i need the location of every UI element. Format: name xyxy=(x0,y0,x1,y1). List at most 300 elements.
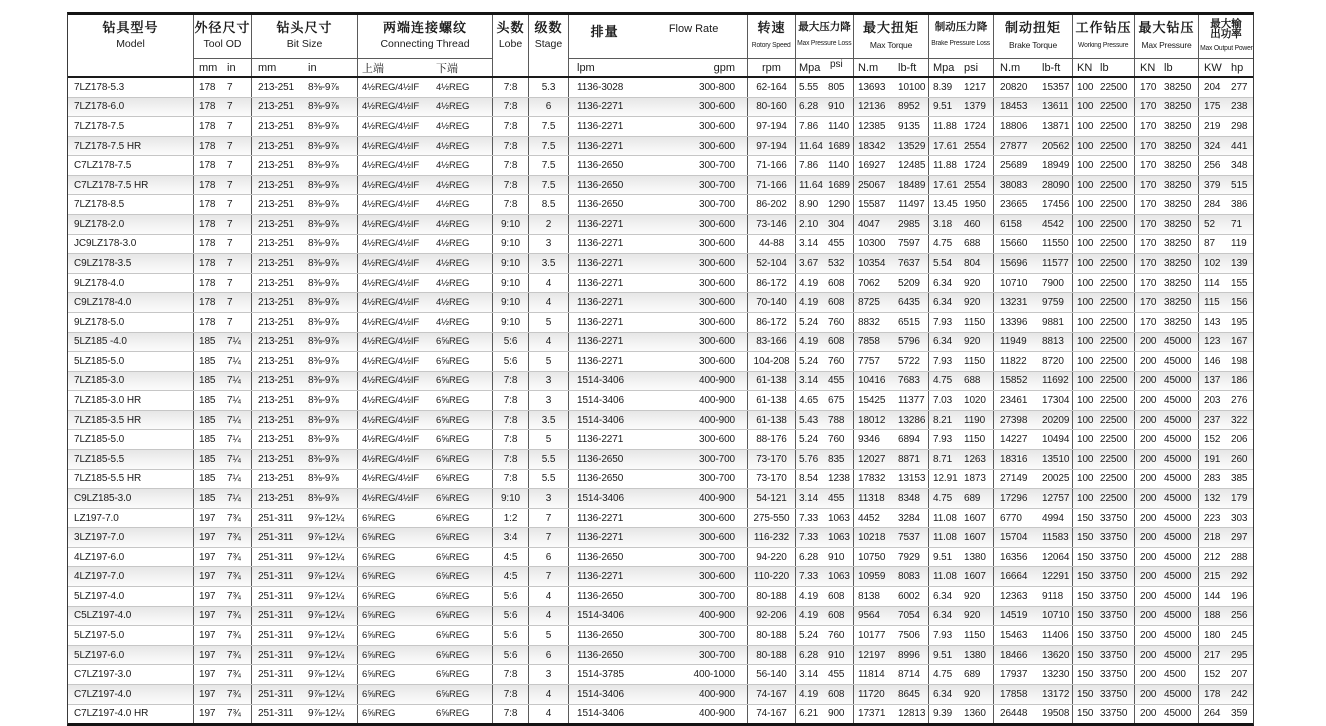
cell-lobe: 7:8 xyxy=(493,411,529,430)
cell-brake-pressure-loss: 8.71 1263 xyxy=(929,450,994,469)
cell-max-pressure: 200 45000 xyxy=(1135,430,1199,449)
cell-brake-pressure-loss: 8.21 1190 xyxy=(929,411,994,430)
column-header-flow-rate xyxy=(569,15,748,76)
header-lobe-zh: 头数 xyxy=(496,20,525,35)
cell-max-pressure-loss: 5.24 760 xyxy=(796,626,854,645)
cell-max-output-power: 283 385 xyxy=(1204,473,1248,485)
cell-model: 7LZ185-5.5 HR xyxy=(68,470,194,489)
table-row xyxy=(68,489,1253,509)
cell-connecting-thread: 4½REG/4½IF 4½REG xyxy=(358,117,493,136)
cell-rotary-speed: 61-138 xyxy=(748,391,796,410)
cell-stage: 5 xyxy=(529,626,569,645)
cell-brake-pressure-loss: 17.61 2554 xyxy=(929,137,994,156)
cell-stage: 6 xyxy=(529,98,569,117)
cell-max-output-power: 324 441 xyxy=(1204,140,1248,152)
cell-max-pressure: 170 38250 xyxy=(1135,117,1199,136)
cell-flow-rate: 1136-2271 300-600 xyxy=(569,352,748,371)
cell-brake-pressure-loss: 7.93 1150 xyxy=(929,352,994,371)
cell-lobe: 7:8 xyxy=(493,705,529,724)
cell-stage: 4 xyxy=(529,333,569,352)
header-model-zh: 钻具型号 xyxy=(102,20,159,35)
cell-working-pressure: 100 22500 xyxy=(1073,293,1135,312)
cell-connecting-thread: 4½REG/4½IF 6⅝REG xyxy=(358,333,493,352)
cell-stage: 7 xyxy=(529,567,569,586)
units-op: KW hp xyxy=(1199,58,1253,76)
cell-brake-torque: 27398 20209 xyxy=(994,411,1073,430)
cell-max-pressure-loss: 5.24 760 xyxy=(796,313,854,332)
cell-model: 9LZ178-4.0 xyxy=(68,274,194,293)
cell-working-pressure: 100 22500 xyxy=(1073,372,1135,391)
drill-tool-spec-table xyxy=(67,12,1254,726)
cell-max-torque: 7858 5796 xyxy=(854,333,929,352)
cell-working-pressure: 150 33750 xyxy=(1073,548,1135,567)
cell-lobe: 7:8 xyxy=(493,430,529,449)
cell-model: 7LZ185-3.0 HR xyxy=(68,391,194,410)
cell-model: 7LZ178-5.3 xyxy=(68,78,194,97)
cell-brake-torque: 18806 13871 xyxy=(994,117,1073,136)
cell-working-pressure: 150 33750 xyxy=(1073,607,1135,626)
cell-rotary-speed: 80-188 xyxy=(748,626,796,645)
cell-rotary-speed: 73-170 xyxy=(748,470,796,489)
cell-connecting-thread: 4½REG/4½IF 4½REG xyxy=(358,215,493,234)
header-bpl-en: Brake Pressure Loss xyxy=(931,40,991,47)
cell-max-output-power: 264 359 xyxy=(1204,708,1248,720)
cell-flow-rate: 1136-2650 300-700 xyxy=(569,470,748,489)
table-row xyxy=(68,705,1253,724)
cell-max-output-power: 218 297 xyxy=(1204,532,1248,544)
cell-max-pressure-loss: 7.33 1063 xyxy=(796,509,854,528)
cell-bit-size: 213-251 8⅜-9⅞ xyxy=(252,274,358,293)
cell-max-torque: 7757 5722 xyxy=(854,352,929,371)
cell-max-pressure-loss: 4.19 608 xyxy=(796,685,854,704)
cell-stage: 6 xyxy=(529,548,569,567)
cell-max-torque: 9346 6894 xyxy=(854,430,929,449)
cell-max-pressure: 170 38250 xyxy=(1135,293,1199,312)
cell-model: C7LZ197-3.0 xyxy=(68,665,194,684)
cell-max-pressure-loss: 3.67 532 xyxy=(796,254,854,273)
table-row xyxy=(68,607,1253,627)
cell-rotary-speed: 54-121 xyxy=(748,489,796,508)
cell-brake-pressure-loss: 9.51 1379 xyxy=(929,98,994,117)
cell-flow-rate: 1136-2271 300-600 xyxy=(569,430,748,449)
cell-lobe: 3:4 xyxy=(493,528,529,547)
cell-brake-pressure-loss: 7.03 1020 xyxy=(929,391,994,410)
table-row xyxy=(68,137,1253,157)
cell-connecting-thread: 4½REG/4½IF 4½REG xyxy=(358,78,493,97)
cell-brake-torque: 11822 8720 xyxy=(994,352,1073,371)
table-row xyxy=(68,587,1253,607)
table-row xyxy=(68,626,1253,646)
table-row xyxy=(68,274,1253,294)
cell-flow-rate: 1136-2271 300-600 xyxy=(569,509,748,528)
cell-flow-rate: 1136-3028 300-800 xyxy=(569,78,748,97)
table-row xyxy=(68,117,1253,137)
cell-bit-size: 213-251 8⅜-9⅞ xyxy=(252,137,358,156)
table-row xyxy=(68,450,1253,470)
cell-max-torque: 4452 3284 xyxy=(854,509,929,528)
cell-flow-rate: 1514-3406 400-900 xyxy=(569,705,748,724)
cell-max-pressure: 200 45000 xyxy=(1135,646,1199,665)
cell-max-pressure: 170 38250 xyxy=(1135,156,1199,175)
cell-brake-pressure-loss: 6.34 920 xyxy=(929,293,994,312)
cell-brake-pressure-loss: 11.08 1607 xyxy=(929,567,994,586)
cell-max-pressure-loss: 4.19 608 xyxy=(796,333,854,352)
cell-brake-torque: 12363 9118 xyxy=(994,587,1073,606)
cell-max-pressure-loss: 3.14 455 xyxy=(796,665,854,684)
cell-max-pressure: 170 38250 xyxy=(1135,235,1199,254)
header-op-zh: 最大输出功率 xyxy=(1210,18,1242,40)
header-stage-en: Stage xyxy=(534,38,563,50)
cell-stage: 3.5 xyxy=(529,254,569,273)
cell-flow-rate: 1136-2271 300-600 xyxy=(569,528,748,547)
cell-max-torque: 17371 12813 xyxy=(854,705,929,724)
cell-model: 5LZ197-6.0 xyxy=(68,646,194,665)
cell-max-output-power: 180 245 xyxy=(1204,629,1248,641)
table-row xyxy=(68,293,1253,313)
cell-bit-size: 213-251 8⅜-9⅞ xyxy=(252,98,358,117)
cell-working-pressure: 100 22500 xyxy=(1073,235,1135,254)
cell-max-pressure: 200 45000 xyxy=(1135,705,1199,724)
header-btq-zh: 制动扭矩 xyxy=(1004,20,1061,35)
cell-bit-size: 213-251 8⅜-9⅞ xyxy=(252,78,358,97)
cell-brake-torque: 16356 12064 xyxy=(994,548,1073,567)
cell-working-pressure: 100 22500 xyxy=(1073,489,1135,508)
cell-max-pressure: 170 38250 xyxy=(1135,78,1199,97)
cell-tool-od: 197 7¾ xyxy=(194,626,252,645)
cell-connecting-thread: 4½REG/4½IF 4½REG xyxy=(358,235,493,254)
cell-max-torque: 10354 7637 xyxy=(854,254,929,273)
cell-max-output-power: 115 156 xyxy=(1204,297,1248,309)
table-row xyxy=(68,78,1253,98)
cell-max-pressure-loss: 4.19 608 xyxy=(796,293,854,312)
cell-flow-rate: 1514-3785 400-1000 xyxy=(569,665,748,684)
cell-rotary-speed: 83-166 xyxy=(748,333,796,352)
cell-brake-torque: 6158 4542 xyxy=(994,215,1073,234)
cell-brake-torque: 15704 11583 xyxy=(994,528,1073,547)
table-body xyxy=(68,78,1253,723)
cell-bit-size: 213-251 8⅜-9⅞ xyxy=(252,470,358,489)
cell-max-torque: 7062 5209 xyxy=(854,274,929,293)
cell-brake-pressure-loss: 9.51 1380 xyxy=(929,548,994,567)
cell-max-torque: 12197 8996 xyxy=(854,646,929,665)
cell-model: C9LZ178-4.0 xyxy=(68,293,194,312)
cell-connecting-thread: 6⅝REG 6⅝REG xyxy=(358,548,493,567)
cell-max-pressure-loss: 7.33 1063 xyxy=(796,567,854,586)
cell-brake-torque: 17937 13230 xyxy=(994,665,1073,684)
header-stage-zh: 级数 xyxy=(534,20,563,35)
cell-max-pressure-loss: 4.19 608 xyxy=(796,587,854,606)
cell-brake-torque: 10710 7900 xyxy=(994,274,1073,293)
cell-rotary-speed: 80-188 xyxy=(748,587,796,606)
header-mp-zh: 最大钻压 xyxy=(1138,20,1195,35)
cell-max-torque: 12027 8871 xyxy=(854,450,929,469)
header-mpl-zh: 最大压力降 xyxy=(798,21,851,33)
cell-max-torque: 15587 11497 xyxy=(854,195,929,214)
cell-rotary-speed: 71-166 xyxy=(748,156,796,175)
cell-brake-pressure-loss: 7.93 1150 xyxy=(929,430,994,449)
cell-working-pressure: 150 33750 xyxy=(1073,685,1135,704)
cell-tool-od: 178 7 xyxy=(194,235,252,254)
column-header-working-pressure xyxy=(1073,15,1135,76)
cell-max-torque: 11814 8714 xyxy=(854,665,929,684)
cell-bit-size: 213-251 8⅜-9⅞ xyxy=(252,254,358,273)
cell-connecting-thread: 4½REG/4½IF 4½REG xyxy=(358,313,493,332)
header-op-en: Max Output Power xyxy=(1199,45,1253,52)
cell-model: JC9LZ178-3.0 xyxy=(68,235,194,254)
cell-rotary-speed: 86-172 xyxy=(748,313,796,332)
units-wp: KN lb xyxy=(1073,58,1134,76)
table-row xyxy=(68,313,1253,333)
cell-connecting-thread: 4½REG/4½IF 6⅝REG xyxy=(358,450,493,469)
cell-max-torque: 11318 8348 xyxy=(854,489,929,508)
cell-lobe: 5:6 xyxy=(493,607,529,626)
cell-max-torque: 18342 13529 xyxy=(854,137,929,156)
cell-max-output-power: 114 155 xyxy=(1204,277,1248,289)
cell-tool-od: 178 7 xyxy=(194,98,252,117)
cell-max-pressure-loss: 7.86 1140 xyxy=(796,156,854,175)
cell-max-output-power: 203 276 xyxy=(1204,395,1248,407)
cell-lobe: 7:8 xyxy=(493,450,529,469)
cell-stage: 6 xyxy=(529,646,569,665)
cell-model: LZ197-7.0 xyxy=(68,509,194,528)
cell-rotary-speed: 97-194 xyxy=(748,137,796,156)
cell-stage: 4 xyxy=(529,705,569,724)
cell-bit-size: 251-311 9⅞-12¼ xyxy=(252,548,358,567)
cell-rotary-speed: 116-232 xyxy=(748,528,796,547)
cell-max-pressure-loss: 7.33 1063 xyxy=(796,528,854,547)
header-mpl-en: Max Pressure Loss xyxy=(797,40,852,47)
cell-stage: 2 xyxy=(529,215,569,234)
cell-working-pressure: 100 22500 xyxy=(1073,98,1135,117)
cell-tool-od: 185 7¼ xyxy=(194,430,252,449)
cell-working-pressure: 100 22500 xyxy=(1073,313,1135,332)
cell-max-pressure: 200 45000 xyxy=(1135,509,1199,528)
units-mpl: Mpa psi xyxy=(796,58,853,76)
cell-max-output-power: 188 256 xyxy=(1204,610,1248,622)
cell-lobe: 9:10 xyxy=(493,293,529,312)
cell-max-torque: 17832 13153 xyxy=(854,470,929,489)
cell-flow-rate: 1514-3406 400-900 xyxy=(569,685,748,704)
cell-flow-rate: 1136-2650 300-700 xyxy=(569,626,748,645)
cell-connecting-thread: 4½REG/4½IF 6⅝REG xyxy=(358,470,493,489)
cell-brake-pressure-loss: 4.75 688 xyxy=(929,372,994,391)
cell-tool-od: 185 7¼ xyxy=(194,450,252,469)
cell-brake-torque: 13231 9759 xyxy=(994,293,1073,312)
cell-brake-pressure-loss: 8.39 1217 xyxy=(929,78,994,97)
cell-brake-torque: 14519 10710 xyxy=(994,607,1073,626)
table-row xyxy=(68,176,1253,196)
cell-brake-torque: 13396 9881 xyxy=(994,313,1073,332)
cell-max-output-power: 223 303 xyxy=(1204,512,1248,524)
cell-working-pressure: 100 22500 xyxy=(1073,78,1135,97)
cell-lobe: 7:8 xyxy=(493,470,529,489)
cell-tool-od: 185 7¼ xyxy=(194,333,252,352)
cell-bit-size: 213-251 8⅜-9⅞ xyxy=(252,215,358,234)
cell-bit-size: 251-311 9⅞-12¼ xyxy=(252,528,358,547)
cell-max-pressure: 200 45000 xyxy=(1135,352,1199,371)
cell-brake-pressure-loss: 17.61 2554 xyxy=(929,176,994,195)
cell-model: C7LZ197-4.0 xyxy=(68,685,194,704)
table-row xyxy=(68,156,1253,176)
cell-max-pressure: 170 38250 xyxy=(1135,274,1199,293)
table-row xyxy=(68,411,1253,431)
cell-max-pressure-loss: 3.14 455 xyxy=(796,372,854,391)
cell-brake-torque: 20820 15357 xyxy=(994,78,1073,97)
cell-max-pressure: 200 45000 xyxy=(1135,685,1199,704)
cell-max-output-power: 217 295 xyxy=(1204,649,1248,661)
column-header-max-output-power xyxy=(1199,15,1253,76)
cell-brake-pressure-loss: 3.18 460 xyxy=(929,215,994,234)
cell-model: C7LZ197-4.0 HR xyxy=(68,705,194,724)
cell-flow-rate: 1136-2650 300-700 xyxy=(569,156,748,175)
cell-stage: 7.5 xyxy=(529,137,569,156)
cell-bit-size: 213-251 8⅜-9⅞ xyxy=(252,235,358,254)
cell-max-pressure-loss: 5.24 760 xyxy=(796,352,854,371)
cell-flow-rate: 1136-2271 300-600 xyxy=(569,235,748,254)
cell-connecting-thread: 4½REG/4½IF 4½REG xyxy=(358,156,493,175)
cell-rotary-speed: 44-88 xyxy=(748,235,796,254)
table-row xyxy=(68,352,1253,372)
cell-brake-torque: 27877 20562 xyxy=(994,137,1073,156)
cell-working-pressure: 100 22500 xyxy=(1073,391,1135,410)
cell-flow-rate: 1514-3406 400-900 xyxy=(569,607,748,626)
cell-max-torque: 10218 7537 xyxy=(854,528,929,547)
column-header-stage xyxy=(529,15,569,76)
cell-max-pressure: 200 45000 xyxy=(1135,411,1199,430)
cell-lobe: 9:10 xyxy=(493,254,529,273)
cell-max-output-power: 143 195 xyxy=(1204,316,1248,328)
cell-connecting-thread: 6⅝REG 6⅝REG xyxy=(358,528,493,547)
cell-working-pressure: 150 33750 xyxy=(1073,626,1135,645)
cell-max-torque: 9564 7054 xyxy=(854,607,929,626)
cell-connecting-thread: 4½REG/4½IF 4½REG xyxy=(358,137,493,156)
cell-brake-torque: 25689 18949 xyxy=(994,156,1073,175)
cell-stage: 7.5 xyxy=(529,176,569,195)
cell-max-output-power: 379 515 xyxy=(1204,179,1248,191)
cell-max-output-power: 178 242 xyxy=(1204,688,1248,700)
cell-bit-size: 251-311 9⅞-12¼ xyxy=(252,646,358,665)
cell-stage: 4 xyxy=(529,587,569,606)
cell-max-pressure-loss: 11.64 1689 xyxy=(796,176,854,195)
cell-max-output-power: 219 298 xyxy=(1204,120,1248,132)
cell-brake-pressure-loss: 11.88 1724 xyxy=(929,117,994,136)
cell-flow-rate: 1136-2271 300-600 xyxy=(569,117,748,136)
cell-brake-torque: 26448 19508 xyxy=(994,705,1073,724)
cell-model: C5LZ197-4.0 xyxy=(68,607,194,626)
cell-max-torque: 12136 8952 xyxy=(854,98,929,117)
cell-flow-rate: 1136-2650 300-700 xyxy=(569,548,748,567)
cell-max-pressure-loss: 3.14 455 xyxy=(796,489,854,508)
cell-max-output-power: 123 167 xyxy=(1204,336,1248,348)
cell-brake-pressure-loss: 6.34 920 xyxy=(929,685,994,704)
cell-brake-torque: 18466 13620 xyxy=(994,646,1073,665)
cell-tool-od: 178 7 xyxy=(194,156,252,175)
cell-max-output-power: 191 260 xyxy=(1204,453,1248,465)
cell-brake-pressure-loss: 4.75 688 xyxy=(929,235,994,254)
cell-working-pressure: 100 22500 xyxy=(1073,430,1135,449)
cell-connecting-thread: 6⅝REG 6⅝REG xyxy=(358,665,493,684)
cell-rotary-speed: 61-138 xyxy=(748,372,796,391)
cell-rotary-speed: 104-208 xyxy=(748,352,796,371)
cell-stage: 5.3 xyxy=(529,78,569,97)
cell-working-pressure: 100 22500 xyxy=(1073,333,1135,352)
cell-max-output-power: 87 119 xyxy=(1204,238,1247,250)
cell-max-output-power: 284 386 xyxy=(1204,199,1248,211)
cell-model: 9LZ178-2.0 xyxy=(68,215,194,234)
table-row xyxy=(68,254,1253,274)
column-header-rotary-speed xyxy=(748,15,796,76)
cell-stage: 3 xyxy=(529,391,569,410)
cell-tool-od: 197 7¾ xyxy=(194,548,252,567)
cell-tool-od: 178 7 xyxy=(194,254,252,273)
cell-stage: 3 xyxy=(529,235,569,254)
cell-flow-rate: 1136-2271 300-600 xyxy=(569,254,748,273)
units-rotary: rpm xyxy=(748,58,795,76)
table-row xyxy=(68,195,1253,215)
header-lobe-en: Lobe xyxy=(498,38,523,50)
cell-rotary-speed: 80-160 xyxy=(748,98,796,117)
cell-max-output-power: 204 277 xyxy=(1204,81,1248,93)
cell-bit-size: 251-311 9⅞-12¼ xyxy=(252,626,358,645)
cell-tool-od: 178 7 xyxy=(194,293,252,312)
cell-lobe: 7:8 xyxy=(493,372,529,391)
table-row xyxy=(68,528,1253,548)
cell-rotary-speed: 92-206 xyxy=(748,607,796,626)
units-tool-od: mm in xyxy=(194,58,251,76)
cell-flow-rate: 1136-2271 300-600 xyxy=(569,313,748,332)
cell-model: 7LZ185-5.0 xyxy=(68,430,194,449)
cell-max-output-power: 256 348 xyxy=(1204,160,1248,172)
cell-flow-rate: 1136-2271 300-600 xyxy=(569,274,748,293)
cell-working-pressure: 100 22500 xyxy=(1073,137,1135,156)
cell-working-pressure: 150 33750 xyxy=(1073,705,1135,724)
cell-model: C7LZ178-7.5 HR xyxy=(68,176,194,195)
cell-brake-pressure-loss: 11.08 1607 xyxy=(929,509,994,528)
cell-brake-torque: 18316 13510 xyxy=(994,450,1073,469)
cell-max-output-power: 212 288 xyxy=(1204,551,1248,563)
cell-max-output-power: 132 179 xyxy=(1204,492,1248,504)
cell-brake-pressure-loss: 9.51 1380 xyxy=(929,646,994,665)
cell-working-pressure: 100 22500 xyxy=(1073,352,1135,371)
cell-connecting-thread: 4½REG/4½IF 6⅝REG xyxy=(358,489,493,508)
cell-max-output-power: 215 292 xyxy=(1204,571,1248,583)
cell-max-pressure: 200 45000 xyxy=(1135,607,1199,626)
cell-brake-torque: 17296 12757 xyxy=(994,489,1073,508)
cell-connecting-thread: 4½REG/4½IF 6⅝REG xyxy=(358,391,493,410)
cell-max-pressure-loss: 8.54 1238 xyxy=(796,470,854,489)
cell-rotary-speed: 73-170 xyxy=(748,450,796,469)
column-header-brake-pressure-loss xyxy=(929,15,994,76)
cell-working-pressure: 100 22500 xyxy=(1073,411,1135,430)
cell-rotary-speed: 71-166 xyxy=(748,176,796,195)
cell-lobe: 7:8 xyxy=(493,665,529,684)
cell-lobe: 7:8 xyxy=(493,685,529,704)
cell-rotary-speed: 74-167 xyxy=(748,705,796,724)
cell-max-pressure: 200 45000 xyxy=(1135,489,1199,508)
cell-stage: 3 xyxy=(529,372,569,391)
cell-max-pressure-loss: 5.43 788 xyxy=(796,411,854,430)
column-header-max-torque xyxy=(854,15,929,76)
cell-max-torque: 8725 6435 xyxy=(854,293,929,312)
cell-connecting-thread: 4½REG/4½IF 4½REG xyxy=(358,98,493,117)
cell-stage: 5.5 xyxy=(529,470,569,489)
cell-model: C9LZ178-3.5 xyxy=(68,254,194,273)
cell-model: 7LZ178-7.5 xyxy=(68,117,194,136)
cell-max-pressure-loss: 11.64 1689 xyxy=(796,137,854,156)
cell-working-pressure: 100 22500 xyxy=(1073,195,1135,214)
cell-brake-torque: 23665 17456 xyxy=(994,195,1073,214)
cell-max-pressure-loss: 4.19 608 xyxy=(796,274,854,293)
